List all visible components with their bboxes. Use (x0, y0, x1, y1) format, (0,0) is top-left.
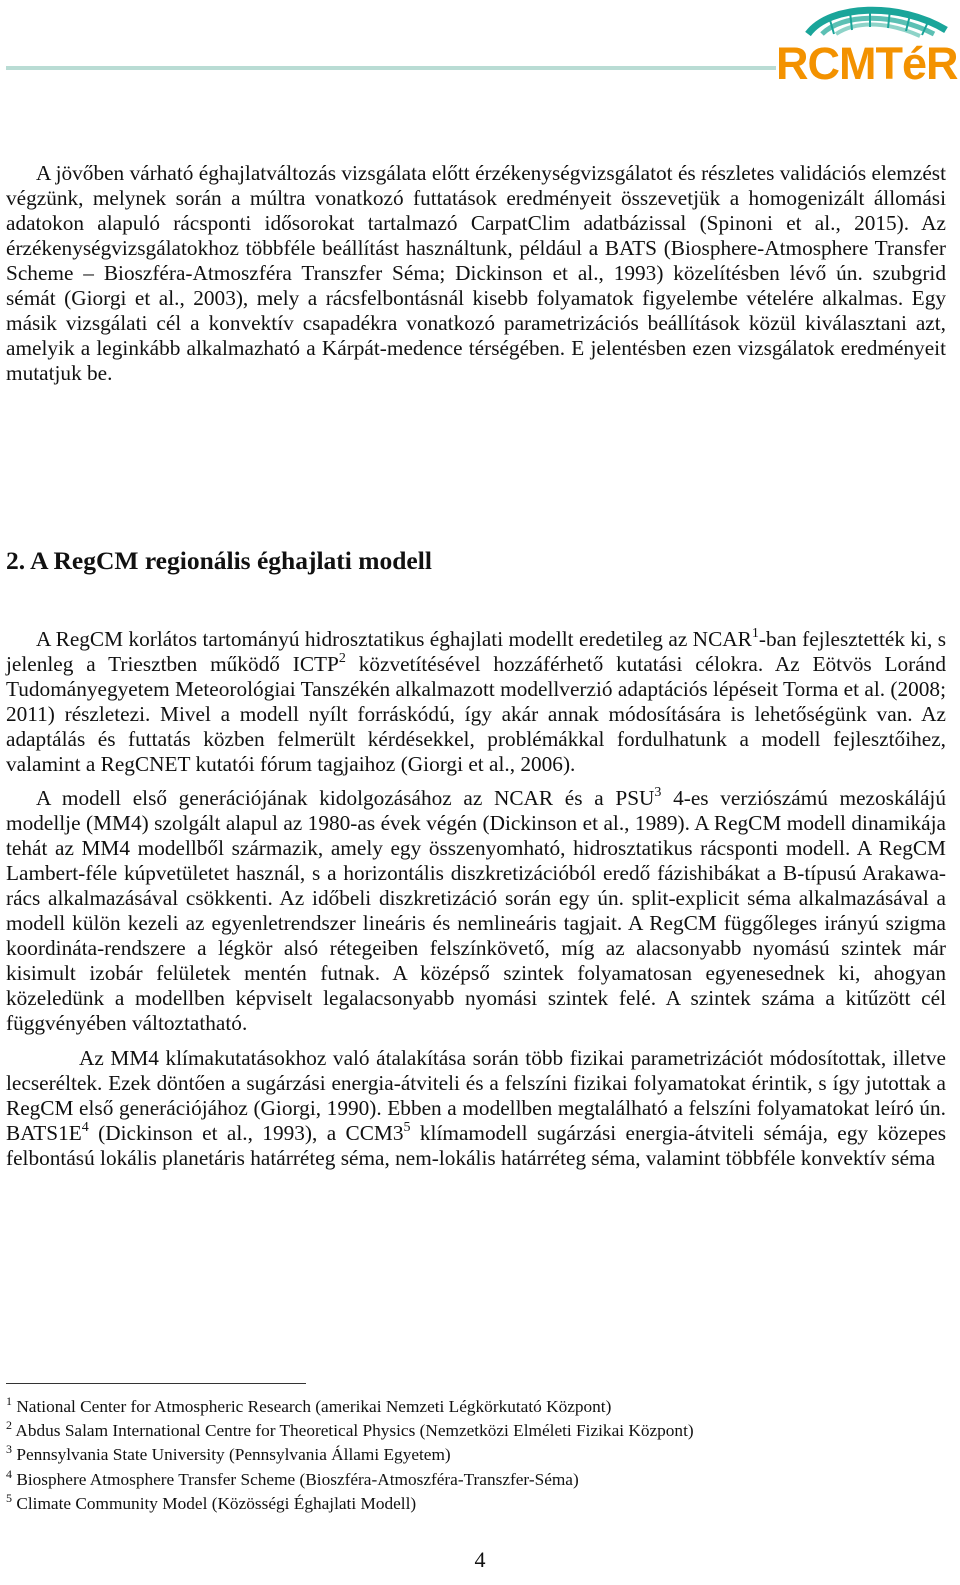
footnote-item: $^1$ National Center for Atmospheric Research (amerikai Nemzeti Légkörkutató Központ) (6, 1394, 612, 1416)
footnote-ref-5[interactable]: 5 (403, 1120, 411, 1135)
footnote-item: $^5$ Climate Community Model (Közösségi Éghajlati Modell) (6, 1490, 417, 1513)
intro-section (6, 161, 946, 386)
footnote-item: $^4$ Biosphere Atmosphere Transfer Scheme (Bioszféra-Atmoszféra-Transzfer-Séma) (6, 1466, 579, 1489)
header-rule (6, 66, 776, 70)
section-2-body (6, 627, 946, 1180)
footnote-item: $^2$ Abdus Salam International Centre for Theoretical Physics (Nemzetközi Elméleti Fizikai Központ) (6, 1418, 694, 1441)
footnote-item: $^3$ Pennsylvania State University (Pennsylvania Állami Egyetem) (6, 1442, 451, 1465)
logo-text: RCMTéR (776, 38, 958, 89)
footnotes (6, 1395, 694, 1516)
footnote-ref-4[interactable]: 4 (81, 1120, 89, 1135)
page-number: 4 (474, 1547, 486, 1572)
paragraph-regcm-intro: A RegCM korlátos tartományú hidrosztatikus éghajlati modellt eredetileg az NCAR$^1$-ban fejlesztették ki, s jelenleg a Triesztben működő ICTP$^2$ közvetítésével hozzáférhető kutatási célokra. Az Eötvös Loránd Tudományegyetem Meteorológiai Tanszékén alkalmazott modellverzió adaptációs lépéseit Torma et al. (2008; 2011) részletezi. Mivel a modell nyílt forráskódú, így akár annak módosítására is lehetőségünk van. Az adaptálás és futtatás közben felmerült kérdésekkel, problémákkal fordulhatunk a modell fejlesztőihez, valamint a RegCNET kutatói fórum tagjaihoz (Giorgi et al., 2006). (6, 626, 946, 776)
paragraph-model-generation: A modell első generációjának kidolgozásához az NCAR és a PSU$^3$ 4-es verziószámú mezoskálájú modellje (MM4) szolgált alapul az 1980-as évek végén (Dickinson et al., 1989). A RegCM modell dinamikája tehát az MM4 modellből származik, amely egy összenyomható, hidrosztatikus rácsponti modell. A RegCM Lambert-féle kúpvetületet használ, s a horizontális diszkretizációból eredő fázishibákat a B-típusú Arakawa-rács alkalmazásával csökkenti. Az időbeli diszkretizáció során egy ún. split-explicit séma alkalmazásával a modell külön kezeli az egyenletrendszer lineáris és nemlineáris tagjait. A RegCM függőleges irányú szigma koordináta-rendszere a légkör alsó rétegeiben felszínkövető, míg az alacsonyabb nyomású szintek már kisimult izobár felületek mentén futnak. A középső szintek folyamatosan egyenesednek ki, ahogyan közeledünk a modellben képviselt legalacsonyabb nyomási szintek felé. A szintek száma a kitűzött cél függvényében változtatható. (6, 785, 946, 1035)
footnote-ref-2[interactable]: 2 (338, 651, 346, 666)
footnote-ref-1[interactable]: 1 (751, 626, 759, 641)
footnote-ref-3[interactable]: 3 (654, 785, 662, 800)
section-heading: 2. A RegCM regionális éghajlati modell (6, 546, 432, 575)
paragraph-mm4-adaptation: Az MM4 klímakutatásokhoz való átalakítása során több fizikai parametrizációt módosítottak, illetve lecseréltek. Ezek döntően a sugárzási energia-átviteli és a felszíni fizikai folyamatokat érintik, s így jutottak a RegCM első generációjához (Giorgi, 1990). Ebben a modellben megtalálható a felszíni folyamatokat leíró ún. $BATS1E^4$ (Dickinson et al., 1993), a $CCM3^5$ klímamodell sugárzási energia-átviteli sémája, egy közepes felbontású lokális planetáris határréteg séma, nem-lokális határréteg séma, valamint többféle konvektív séma (6, 1046, 947, 1170)
intro-paragraph: A jövőben várható éghajlatváltozás vizsgálata előtt érzékenységvizsgálatot és részletes validációs elemzést végzünk, melynek során a múltra vonatkozó futtatások eredményeit összevetjük a homogenizált állomási adatokon alapuló rácsponti idősorokat tartalmazó CarpatClim adatbázissal (Spinoni et al., 2015). Az érzékenységvizsgálatokhoz többféle beállítást használtunk, például a BATS (Biosphere-Atmosphere Transfer Scheme – Bioszféra-Atmoszféra Transzfer Séma; Dickinson et al., 1993) közelítésben lévő ún. szubgrid sémát (Giorgi et al., 2003), mely a rácsfelbontásnál kisebb folyamatok figyelembe vételére alkalmas. Egy másik vizsgálati cél a konvektív csapadékra vonatkozó parametrizációs beállítások közül kiválasztani azt, amelyik a leginkább alkalmazható a Kárpát-medence térségében. E jelentésben ezen vizsgálatok eredményeit mutatjuk be. (6, 161, 946, 385)
footnote-separator (6, 1383, 306, 1384)
